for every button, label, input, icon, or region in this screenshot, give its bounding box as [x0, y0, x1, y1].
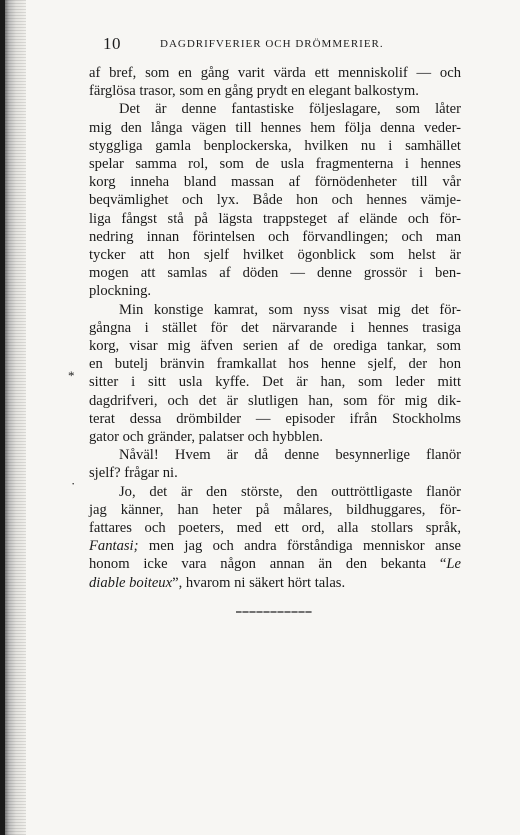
text-line: styggliga gamla benplockerska, hvilken nu i samhället	[89, 137, 461, 154]
running-head: DAGDRIFVERIER OCH DRÖMMERIER.	[160, 38, 384, 50]
page-number: 10	[103, 34, 121, 53]
body-text	[89, 64, 461, 592]
text-line: nedring innan förintelsen och förvandlingen; och man	[89, 228, 461, 245]
section-rule	[236, 611, 312, 613]
text-line: korg inneha bland massan af förnödenheter till vår	[89, 174, 461, 191]
text-line: jag känner, han heter på målares, bildhuggares, för-	[89, 501, 461, 518]
margin-star-mark: *	[68, 368, 75, 383]
text-line: Jo, det är den störste, den outtröttligaste flanör	[119, 483, 461, 500]
text-line	[89, 537, 461, 555]
text-line: Det är denne fantastiske följeslagare, som låter	[119, 101, 461, 118]
text-fragment: men jag och andra förståndiga menniskor anse	[138, 538, 461, 555]
text-line: en butelj bränvin framkallat hos henne sjelf, der hon	[89, 356, 461, 373]
text-line: dagdrifveri, och det är slutligen han, som för mig dik-	[89, 392, 461, 409]
text-fragment: ”, hvarom ni säkert hört talas.	[172, 574, 346, 591]
text-line: af bref, som en gång varit värda ett menniskolif — och	[89, 65, 461, 81]
text-line	[89, 555, 461, 573]
italic-word: Le	[446, 556, 461, 573]
text-line: mogen att samlas af döden — denne grossör i ben-	[89, 265, 461, 282]
text-line: mig den långa vägen till hennes hem följa denna veder-	[89, 119, 461, 136]
binding-edge	[0, 0, 5, 835]
margin-tick-mark: ·	[71, 476, 76, 491]
text-line: färglösa trasor, som en gång prydt en elegant balkostym.	[89, 83, 419, 100]
text-line: korg, visar mig äfven serien af de orediga tankar, som	[89, 338, 461, 355]
text-line	[89, 574, 461, 592]
text-line: sitter i sitt usla kyffe. Det är han, som leder mitt	[89, 374, 461, 391]
italic-title: diable boiteux	[89, 574, 173, 591]
text-line: plockning.	[89, 283, 152, 300]
text-line: terat dessa drömbilder — episoder ifrån Stockholms	[89, 410, 461, 427]
text-line: spelar samma rol, som de usla fragmenterna i hennes	[89, 156, 461, 173]
text-fragment: honom icke vara någon annan än den bekanta “	[89, 556, 447, 573]
text-line: tycker att hon sjelf hvilket ögonblick som helst är	[89, 247, 461, 264]
text-line: sjelf? frågar ni.	[89, 465, 178, 482]
text-line: Min konstige kamrat, som nyss visat mig det för-	[119, 301, 461, 318]
italic-word: Fantasi;	[89, 538, 139, 555]
text-line: Nåväl! Hvem är då denne besynnerlige flanör	[119, 447, 461, 464]
text-line: gångna i stället för det närvarande i hennes trasiga	[89, 319, 461, 336]
text-line: fattares och poeters, med ett ord, alla stollars språk,	[89, 520, 461, 537]
text-line: beqvämlighet och lyx. Både hon och hennes vämje-	[89, 192, 461, 209]
text-line: gator och gränder, palatser och hybblen.	[89, 429, 324, 446]
text-line: liga fångst stå på lägsta trappsteget af elände och för-	[89, 210, 461, 227]
